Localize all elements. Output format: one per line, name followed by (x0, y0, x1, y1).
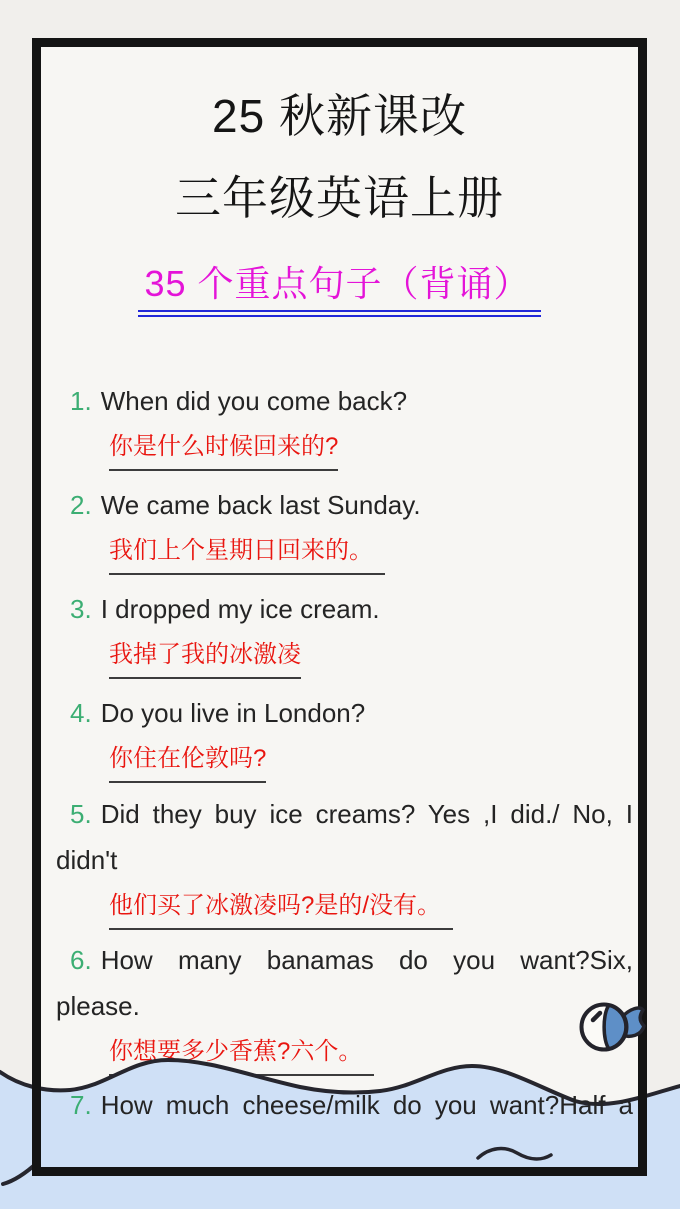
english-sentence (56, 690, 633, 736)
chinese-translation: 他们买了冰激凌吗?是的/没有。 (109, 889, 633, 930)
chinese-translation: 你想要多少香蕉?六个。 (109, 1035, 633, 1076)
item-number: 1. (70, 386, 92, 416)
chinese-translation: 你是什么时候回来的? (109, 430, 633, 471)
chinese-translation: 我们上个星期日回来的。 (109, 534, 633, 575)
fish-icon (576, 996, 646, 1060)
english-text: I dropped my ice cream. (100, 594, 380, 624)
english-text: Do you live in London? (100, 698, 366, 728)
list-item (56, 1082, 633, 1128)
english-sentence-continued: please. (56, 991, 140, 1021)
item-number: 4. (70, 698, 92, 728)
title-line-1: 25 秋新课改 (212, 90, 467, 142)
chinese-translation: 你住在伦敦吗? (109, 742, 633, 783)
list-item (56, 690, 633, 783)
list-item (56, 378, 633, 471)
subtitle: 35 个重点句子（背诵） (138, 263, 540, 317)
english-text: When did you come back? (100, 386, 408, 416)
english-sentence (56, 1082, 633, 1128)
chinese-translation: 我掉了我的冰激凌 (109, 638, 633, 679)
item-number: 3. (70, 594, 92, 624)
list-item (56, 586, 633, 679)
subtitle-wrap (41, 263, 638, 317)
list-item (56, 791, 633, 930)
header (41, 47, 638, 317)
english-sentence-continued: didn't (56, 845, 118, 875)
english-text: How much cheese/milk do you want?Half a (100, 1090, 633, 1120)
english-text: Did they buy ice creams? Yes ,I did./ No, I (100, 799, 633, 829)
item-number: 5. (70, 799, 92, 829)
english-sentence (56, 378, 633, 424)
english-sentence (56, 791, 633, 837)
list-item (56, 482, 633, 575)
title-line-2: 三年级英语上册 (175, 172, 504, 224)
english-text: We came back last Sunday. (100, 490, 421, 520)
item-number: 6. (70, 945, 92, 975)
item-number: 2. (70, 490, 92, 520)
english-text: How many banamas do you want?Six, (100, 945, 633, 975)
item-number: 7. (70, 1090, 92, 1120)
english-sentence (56, 482, 633, 528)
english-sentence (56, 937, 633, 983)
english-sentence (56, 586, 633, 632)
